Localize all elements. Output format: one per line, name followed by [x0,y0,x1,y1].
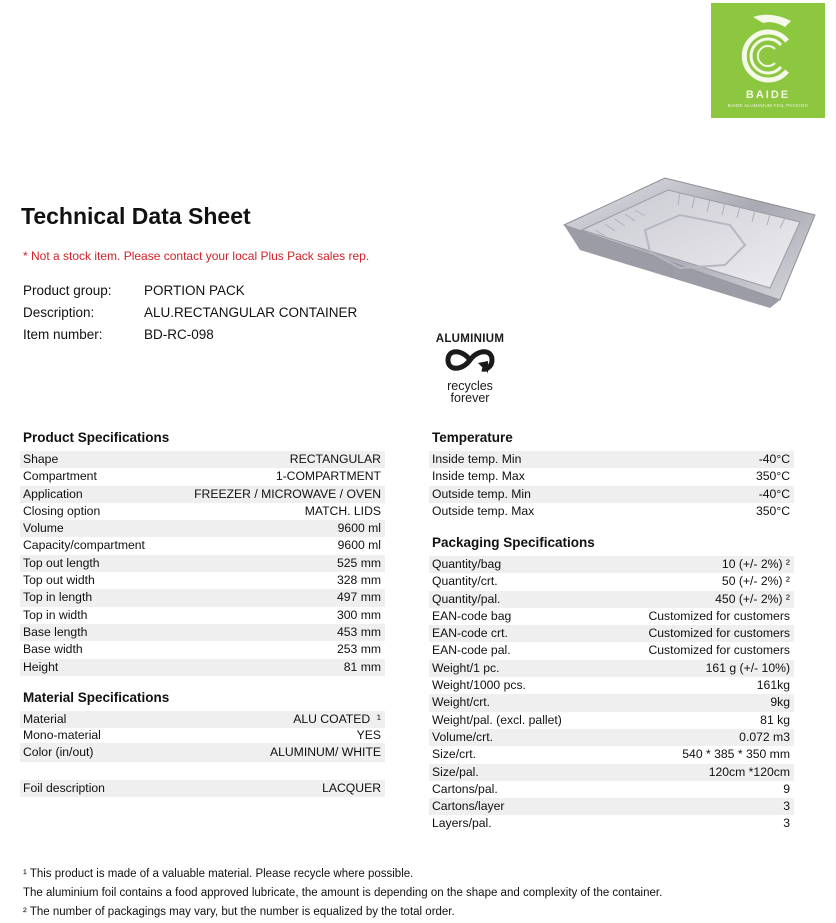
table-row [20,641,385,658]
table-row [20,572,385,589]
table-row [429,591,794,608]
info-row-item-number [23,327,357,349]
spec-label: Capacity/compartment [23,538,145,553]
temperature-specifications [429,430,794,520]
spec-value: 497 mm [336,590,381,605]
spec-label: Inside temp. Max [432,469,525,484]
table-row [429,729,794,746]
spec-label: EAN-code pal. [432,643,511,658]
spec-label: Cartons/pal. [432,781,498,796]
spec-label: Weight/1 pc. [432,660,500,675]
spec-label: Weight/crt. [432,695,491,710]
table-row [429,712,794,729]
spec-value: -40°C [758,452,790,466]
spec-label: Top in width [23,607,88,622]
logo-brand-text: BAIDE [745,89,791,101]
table-row [429,486,794,503]
spec-value: 525 mm [336,555,381,570]
table-row [20,451,385,468]
spec-value: 9kg [770,695,790,710]
spec-value: Customized for customers [648,626,790,641]
spec-label: EAN-code bag [432,608,512,623]
badge-line1: recycles [447,379,493,393]
table-row [429,764,794,781]
spec-label: Quantity/bag [432,557,502,571]
aluminium-recycles-badge [428,333,512,404]
info-label: Product group: [23,283,112,298]
table-row [429,798,794,815]
spec-value: FREEZER / MICROWAVE / OVEN [194,486,381,501]
spec-value: 161 g (+/- 10%) [705,660,790,675]
spec-label: Size/crt. [432,747,477,762]
spec-value: MATCH. LIDS [304,503,381,518]
spec-value: 350°C [755,469,790,484]
footnote-1: ¹ This product is made of a valuable material. Please recycle where possible. [23,868,414,880]
packaging-specifications [429,535,794,833]
section-title: Material Specifications [23,690,170,705]
spec-value: 328 mm [336,573,381,588]
spec-label: Weight/1000 pcs. [432,678,526,693]
spec-value: ALU COATED ¹ [293,712,381,726]
table-row-spacer [20,762,385,779]
info-label: Description: [23,305,95,320]
spec-value: 3 [783,799,790,814]
spec-label: Volume [23,521,64,536]
spec-value: 120cm *120cm [708,764,790,779]
table-row [429,694,794,711]
product-specifications [20,430,385,676]
info-value: ALU.RECTANGULAR CONTAINER [144,305,358,320]
spec-label: Base width [23,642,83,657]
table-row [20,486,385,503]
spec-value: 1-COMPARTMENT [275,469,381,484]
spec-label: Application [23,486,83,501]
aluminium-tray-icon [560,170,825,310]
spec-label: Base length [23,624,88,639]
spec-value: Customized for customers [648,643,790,658]
table-row [20,780,385,797]
table-row [429,468,794,485]
table-row [20,468,385,485]
spec-label: Outside temp. Min [432,486,531,501]
spec-value: 9 [783,781,790,796]
packaging-table [429,556,794,833]
spec-value: 10 (+/- 2%) ² [721,557,790,571]
table-row [429,608,794,625]
material-specifications [20,690,385,797]
footnote-lubricate: The aluminium foil contains a food approved lubricate, the amount is depending on the shape and complexity of the container. [23,887,663,899]
spec-value: YES [356,728,381,743]
baide-c-logo-icon [733,11,803,89]
spec-value: 9600 ml [337,521,381,536]
spec-value: 450 (+/- 2%) ² [715,591,790,606]
stock-notice: * Not a stock item. Please contact your local Plus Pack sales rep. [23,249,370,263]
table-row [429,781,794,798]
product-spec-table [20,451,385,676]
spec-label: Material [23,712,67,726]
info-row-description [23,305,357,327]
spec-value: LACQUER [322,780,381,795]
spec-label: Quantity/crt. [432,574,498,589]
spec-label: Top out width [23,573,95,588]
table-row [20,589,385,606]
spec-label: Weight/pal. (excl. pallet) [432,712,562,727]
spec-value: 161kg [756,678,790,693]
material-spec-table [20,711,385,797]
spec-label: Volume/crt. [432,729,493,744]
spec-label: Color (in/out) [23,745,94,760]
spec-value: -40°C [758,486,790,501]
table-row [429,451,794,468]
table-row [20,537,385,554]
spec-value: 350°C [755,503,790,518]
table-row [20,728,385,743]
info-label: Item number: [23,327,103,342]
spec-label: Size/pal. [432,764,479,779]
table-row [429,815,794,832]
table-row [20,659,385,676]
spec-value: 453 mm [336,624,381,639]
logo-tagline: BAIDE ALUMINIUM FOIL PACKING [727,103,809,108]
spec-value: 3 [783,816,790,831]
badge-title: ALUMINIUM [435,333,505,345]
footnotes [23,866,662,923]
table-row [429,746,794,763]
info-value: PORTION PACK [144,283,245,298]
spec-label: Outside temp. Max [432,503,535,518]
spec-value: ALUMINUM/ WHITE [269,745,381,760]
section-title: Product Specifications [23,430,170,445]
spec-value: 300 mm [336,607,381,622]
spec-label: Foil description [23,780,105,795]
section-title: Temperature [432,430,513,445]
table-row [20,607,385,624]
table-row [20,711,385,728]
spec-label: Quantity/pal. [432,591,501,606]
table-row [20,503,385,520]
spec-label: Layers/pal. [432,816,492,831]
spec-label: Compartment [23,469,97,484]
spec-value: RECTANGULAR [289,452,381,466]
spec-label: Inside temp. Min [432,452,522,466]
table-row [429,503,794,520]
section-title: Packaging Specifications [432,535,595,550]
spec-value: 253 mm [336,642,381,657]
table-row [429,625,794,642]
badge-line2: forever [450,391,490,405]
info-row-product-group [23,283,357,305]
table-row [429,573,794,590]
spec-label: Top out length [23,555,100,570]
infinity-recycle-icon [440,345,500,375]
spec-label: Shape [23,452,59,466]
table-row [20,555,385,572]
spec-label: EAN-code crt. [432,626,508,641]
product-image [560,170,825,315]
spec-value: 50 (+/- 2%) ² [721,574,790,589]
spec-value: 81 kg [760,712,790,727]
table-row [20,743,385,762]
table-row [429,642,794,659]
spec-value: Customized for customers [648,608,790,623]
spec-value: 81 mm [343,659,381,674]
table-row [429,660,794,677]
footnote-2: ² The number of packagings may vary, but the number is equalized by the total order. [23,906,455,918]
spec-value: 540 * 385 * 350 mm [682,747,790,762]
spec-label: Mono-material [23,728,101,743]
temperature-table [429,451,794,520]
table-row [20,624,385,641]
table-row [20,520,385,537]
spec-value: 9600 ml [337,538,381,553]
spec-value: 0.072 m3 [739,729,790,744]
info-value: BD-RC-098 [144,327,214,342]
table-row [429,677,794,694]
product-info [23,283,357,349]
spec-label: Closing option [23,503,101,518]
spec-label: Top in length [23,590,93,605]
table-row [429,556,794,573]
spec-label: Height [23,659,59,674]
page-title: Technical Data Sheet [21,203,251,229]
spec-label: Cartons/layer [432,799,505,814]
company-logo [711,3,825,118]
